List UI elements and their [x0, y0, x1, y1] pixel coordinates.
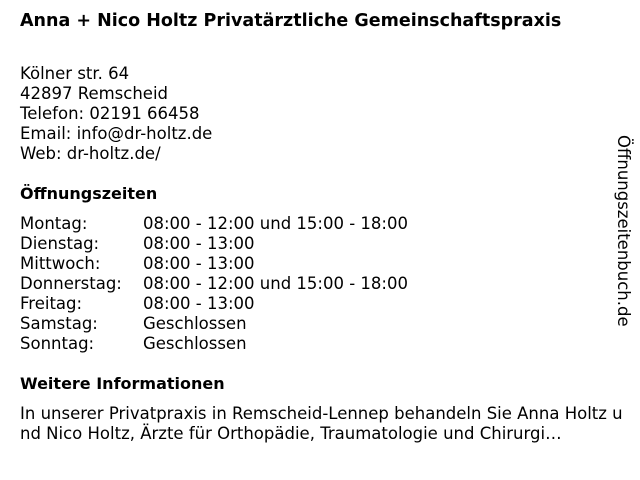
hours-row-monday [20, 214, 408, 234]
time-value: 08:00 - 13:00 [143, 254, 255, 273]
watermark-text: Öffnungszeitenbuch.de [614, 135, 633, 327]
info-paragraph: In unserer Privatpraxis in Remscheid-Lennep behandeln Sie Anna Holtz und Nico Holtz, Ärzte für Orthopädie, Traumatologie und Chirurgi… [20, 404, 623, 443]
hours-row-friday [20, 294, 408, 314]
website: Web: dr-holtz.de/ [20, 144, 161, 163]
info-heading: Weitere Informationen [20, 374, 225, 393]
page-title: Anna + Nico Holtz Privatärztliche Gemeinschaftspraxis [20, 11, 562, 31]
hours-heading: Öffnungszeiten [20, 184, 158, 203]
contact-block [20, 64, 212, 164]
hours-row-sunday [20, 334, 408, 354]
time-value: 08:00 - 13:00 [143, 294, 255, 313]
time-value: 08:00 - 13:00 [143, 234, 255, 253]
day-label: Dienstag: [20, 234, 100, 253]
email-address: Email: info@dr-holtz.de [20, 124, 213, 143]
day-label: Sonntag: [20, 334, 95, 353]
day-label: Donnerstag: [20, 274, 122, 293]
day-label: Samstag: [20, 314, 98, 333]
time-value: Geschlossen [143, 334, 247, 353]
time-value: Geschlossen [143, 314, 247, 333]
phone-number: Telefon: 02191 66458 [20, 104, 200, 123]
hours-row-thursday [20, 274, 408, 294]
hours-row-tuesday [20, 234, 408, 254]
day-label: Montag: [20, 214, 88, 233]
street-address: Kölner str. 64 [20, 64, 130, 83]
time-value: 08:00 - 12:00 und 15:00 - 18:00 [143, 214, 408, 233]
hours-row-wednesday [20, 254, 408, 274]
day-label: Freitag: [20, 294, 83, 313]
time-value: 08:00 - 12:00 und 15:00 - 18:00 [143, 274, 408, 293]
hours-table [20, 214, 408, 354]
city-postal: 42897 Remscheid [20, 84, 169, 103]
hours-row-saturday [20, 314, 408, 334]
day-label: Mittwoch: [20, 254, 101, 273]
